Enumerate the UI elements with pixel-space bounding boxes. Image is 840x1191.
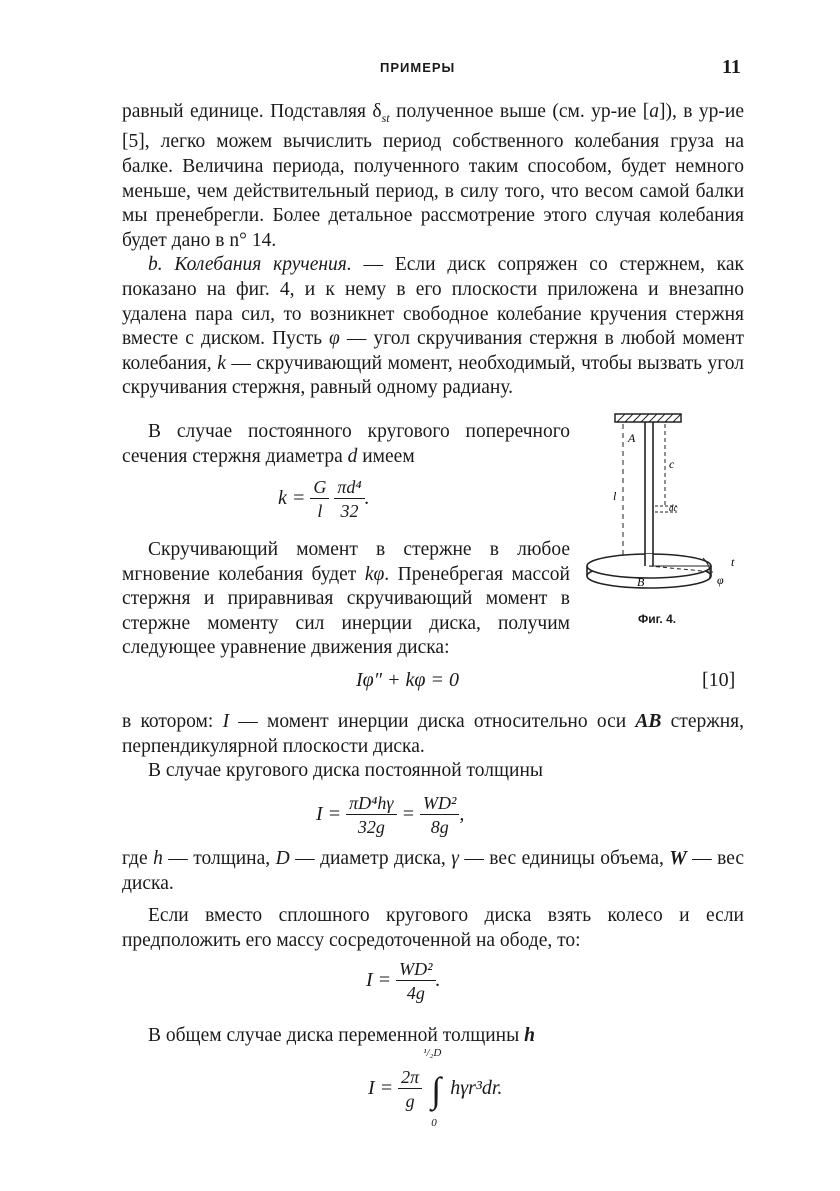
label-c: c [669, 457, 675, 471]
label-t: t [731, 555, 735, 569]
formula-I-wheel: I = $\frac{\text{WD²}}{4g}$ . [366, 959, 441, 1003]
figure-caption: Фиг. 4. [638, 612, 677, 626]
text-block-1 [122, 100, 744, 401]
running-title: ПРИМЕРЫ [380, 60, 456, 75]
label-l: l [613, 489, 617, 503]
formula-I-disk: I = $\frac{\text{πD⁴hγ}}{32g}$ = $\frac{\text{WD²}}{8g}$ , [316, 793, 465, 837]
paragraph-4: Скручивающий момент в стержне в любое мгновение колебания будет kφ. Пренебрегая массой стержня и приравнивая скручивающий момент в стержне моменту сил инерции диска, получим следующее уравнение движения диска: [122, 539, 570, 659]
paragraph-9: В общем случае диска переменной толщины h [148, 1025, 535, 1046]
text-block-6 [122, 1024, 744, 1049]
paragraph-6: В случае кругового диска постоянной толщины [148, 760, 544, 782]
paragraph-1: равный единице. Подставляя $\delta_{st}$ полученное выше (см. ур-ие [a]), в ур-ие [5], легко можем вычислить период собственного колебания груза на балке. Величина периода, полученного таким способом, будет немного меньше, чем действительный период, в силу того, что весом самой балки мы пренебрегли. Более детальное рассмотрение этого случая колебания будет дано в n° 14. [122, 101, 745, 251]
equation-10: Iφ″ + kφ = 0 [356, 669, 459, 691]
section-heading: b. Колебания кручения. [148, 254, 352, 276]
label-dc: dc [669, 503, 678, 513]
page-header [0, 56, 840, 84]
text-block-5 [122, 847, 744, 953]
figure-4 [585, 408, 745, 608]
paragraph-7: где h — толщина, D — диаметр диска, γ — вес единицы объема, W — вес диска. [122, 848, 745, 894]
text-block-3 [122, 538, 570, 661]
label-A: A [628, 431, 636, 445]
disk-rod-diagram [585, 408, 745, 608]
paragraph-8: Если вместо сплошного кругового диска взять колесо и если предположить его массу сосредоточенной на ободе, то: [122, 905, 744, 951]
formula-k: k = $\frac{G}{l}$ $\frac{\text{πd⁴}}{32}$ . [278, 477, 370, 521]
equation-number: [10] [702, 669, 736, 691]
paragraph-5: в котором: I — момент инерции диска относительно оси AB стержня, перпендикулярной плоскости диска. [122, 711, 744, 757]
formula-I-integral: I = $\frac{2\pi}{g}$ ¹/₂D ∫ 0 hγr³dr. [368, 1046, 503, 1129]
label-B: B [637, 575, 645, 589]
text-block-2 [122, 420, 570, 469]
page-number: 11 [722, 56, 741, 78]
text-block-4 [122, 710, 744, 784]
label-phi: φ [717, 573, 724, 587]
paragraph-3: В случае постоянного кругового поперечного сечения стержня диаметра d имеем [122, 421, 570, 467]
paragraph-2: b. Колебания кручения. — Если диск сопряжен со стержнем, как показано на фиг. 4, и к нему в его плоскости приложена и внезапно удалена пара сил, то возникнет свободное колебание кручения стержня вместе с диском. Пусть φ — угол скручивания стержня в любой момент колебания, k — скручивающий момент, необходимый, чтобы вызвать угол скручивания стержня, равный одному радиану. [122, 254, 744, 399]
